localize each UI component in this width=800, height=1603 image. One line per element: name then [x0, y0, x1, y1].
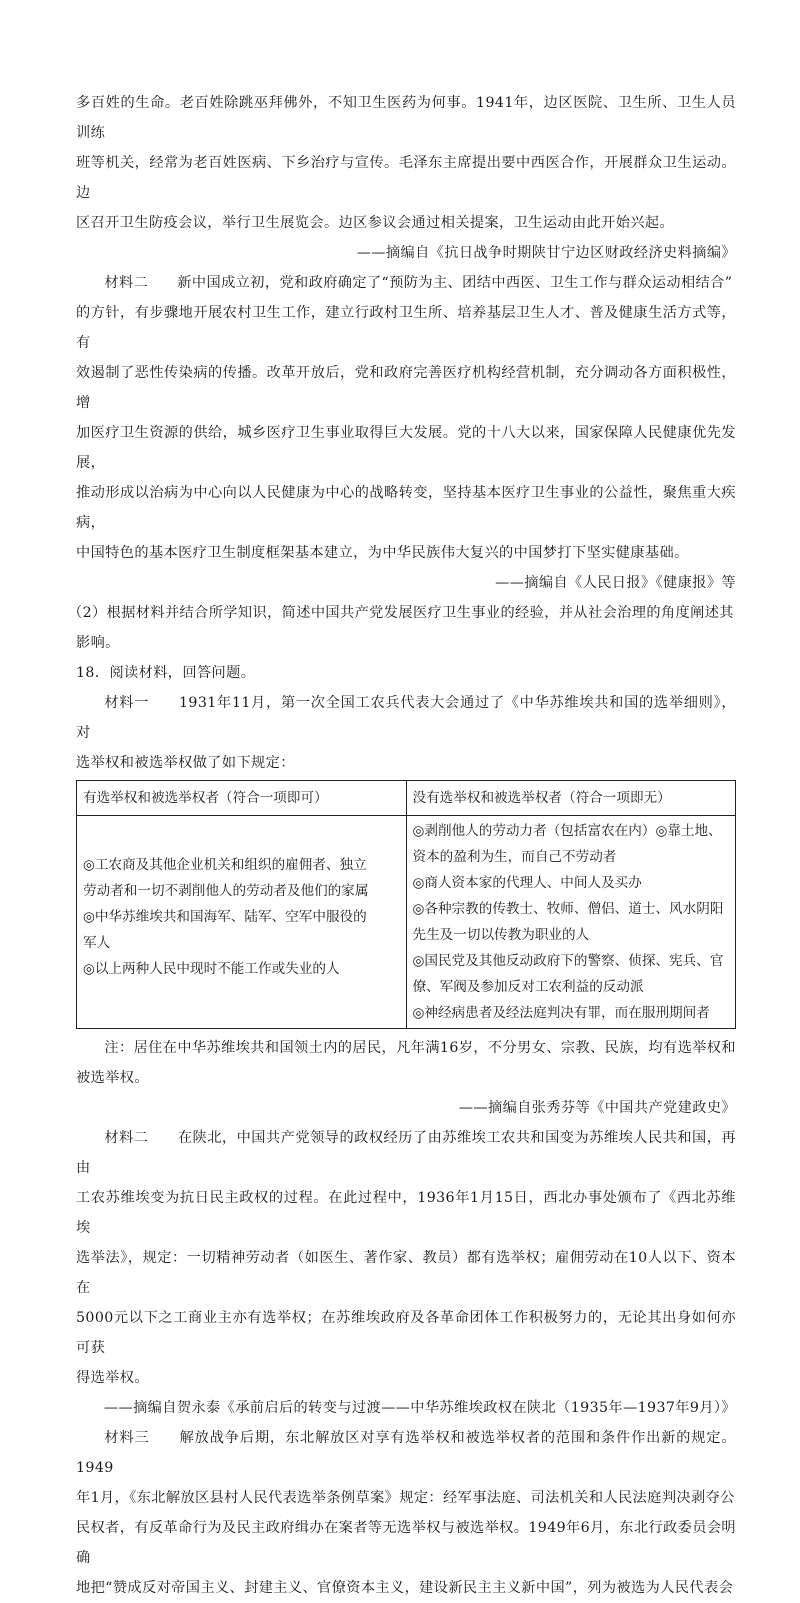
table-cell-line: ◎商人资本家的代理人、中间人及买办: [412, 875, 642, 891]
question-text: （2）根据材料并结合所学知识，简述中国共产党发展医疗卫生事业的经验，并从社会治理的角度阐述其: [68, 605, 734, 621]
table-note: 注：居住在中华苏维埃共和国领土内的居民，凡年满16岁，不分男女、宗教、民族，均有选举权和: [104, 1040, 736, 1056]
table-note: 被选举权。: [76, 1070, 149, 1086]
text-line: 中国特色的基本医疗卫生制度框架基本建立，为中华民族伟大复兴的中国梦打下坚实健康基础。: [76, 545, 689, 561]
source-citation: ——摘编自张秀芬等《中国共产党建政史》: [458, 1100, 736, 1116]
table-cell-line: ◎剥削他人的劳动力者（包括富农在内）◎靠土地、: [412, 823, 722, 839]
table-cell-line: ◎各种宗教的传教士、牧师、僧侣、道士、风水阴阳: [412, 901, 724, 917]
text-line: 材料二 在陕北，中国共产党领导的政权经历了由苏维埃工农共和国变为苏维埃人民共和国，再由: [76, 1130, 736, 1176]
text-line: 材料三 解放战争后期，东北解放区对享有选举权和被选举权者的范围和条件作出新的规定。1949: [76, 1430, 736, 1476]
election-rules-table: [76, 780, 736, 1029]
table-cell-line: 资本的盈利为生，而自己不劳动者: [412, 849, 617, 865]
text-line: 多百姓的生命。老百姓除跳巫拜佛外，不知卫生医药为何事。1941年，边区医院、卫生所、卫生人员训练: [76, 95, 736, 141]
source-citation: ——摘编自《人民日报》《健康报》等: [495, 575, 736, 591]
source-citation: ——摘编自贺永泰《承前启后的转变与过渡——中华苏维埃政权在陕北（1935年—1937年9月）》: [103, 1400, 736, 1416]
text-line: 材料一 1931年11月，第一次全国工农兵代表大会通过了《中华苏维埃共和国的选举细则》，对: [76, 695, 736, 741]
table-cell-right: [406, 816, 736, 1029]
table-cell-line: ◎以上两种人民中现时不能工作或失业的人: [83, 961, 340, 977]
table-cell-line: ◎神经病患者及经法庭判决有罪，而在服刑期间者: [412, 1005, 710, 1021]
source-citation: ——摘编自《抗日战争时期陕甘宁边区财政经济史料摘编》: [356, 245, 736, 261]
text-line: 民权者，有反革命行为及民主政府缉办在案者等无选举权与被选举权。1949年6月，东北行政委员会明确: [76, 1520, 736, 1566]
question-title: 18．阅读材料，回答问题。: [76, 665, 256, 681]
table-cell-line: 僚、军阀及参加反对工农利益的反动派: [412, 979, 644, 995]
table-header-right: 没有选举权和被选举权者（符合一项即无）: [406, 781, 736, 816]
table-cell-line: ◎中华苏维埃共和国海军、陆军、空军中服役的: [83, 909, 367, 925]
exam-page: [68, 88, 736, 1603]
text-line: 的方针，有步骤地开展农村卫生工作，建立行政村卫生所、培养基层卫生人才、普及健康生活方式等，有: [76, 305, 736, 351]
table-cell-left: [77, 816, 407, 1029]
text-line: 班等机关，经常为老百姓医病、下乡治疗与宣传。毛泽东主席提出要中西医合作，开展群众卫生运动。边: [76, 155, 736, 201]
table-cell-line: ◎工农商及其他企业机关和组织的雇佣者、独立: [83, 857, 367, 873]
text-line: 工农苏维埃变为抗日民主政权的过程。在此过程中，1936年1月15日，西北办事处颁布了《西北苏维埃: [76, 1190, 736, 1236]
text-line: 效遏制了恶性传染病的传播。改革开放后，党和政府完善医疗机构经营机制，充分调动各方面积极性，增: [76, 365, 736, 411]
table-header-left: 有选举权和被选举权者（符合一项即可）: [77, 781, 407, 816]
table-cell-line: 先生及一切以传教为职业的人: [412, 927, 590, 943]
text-line: 材料二 新中国成立初，党和政府确定了“预防为主、团结中西医、卫生工作与群众运动相结合”: [104, 275, 733, 291]
text-line: 区召开卫生防疫会议，举行卫生展览会。边区参议会通过相关提案，卫生运动由此开始兴起。: [76, 215, 675, 231]
table-cell-line: 劳动者和一切不剥削他人的劳动者及他们的家属: [83, 883, 369, 899]
text-line: 加医疗卫生资源的供给，城乡医疗卫生事业取得巨大发展。党的十八大以来，国家保障人民健康优先发展，: [76, 425, 736, 471]
text-line: 年1月，《东北解放区县村人民代表选举条例草案》规定：经军事法庭、司法机关和人民法庭判决剥夺公: [76, 1490, 735, 1506]
text-line: 地把“赞成反对帝国主义、封建主义、官僚资本主义，建设新民主主义新中国”，列为被选为人民代表会: [76, 1580, 734, 1596]
text-line: 选举法》，规定：一切精神劳动者（如医生、著作家、教员）都有选举权；雇佣劳动在10人以下、资本在: [76, 1250, 736, 1296]
table-cell-line: ◎国民党及其他反动政府下的警察、侦探、宪兵、官: [412, 953, 724, 969]
text-line: 选举权和被选举权做了如下规定：: [76, 755, 295, 771]
text-line: 5000元以下之工商业主亦有选举权；在苏维埃政府及各革命团体工作积极努力的，无论其出身如何亦可获: [76, 1310, 736, 1356]
table-cell-line: 军人: [83, 935, 111, 951]
text-line: 得选举权。: [76, 1370, 149, 1386]
question-text: 影响。: [76, 635, 120, 651]
text-line: 推动形成以治病为中心向以人民健康为中心的战略转变，坚持基本医疗卫生事业的公益性，聚焦重大疾病，: [76, 485, 736, 531]
